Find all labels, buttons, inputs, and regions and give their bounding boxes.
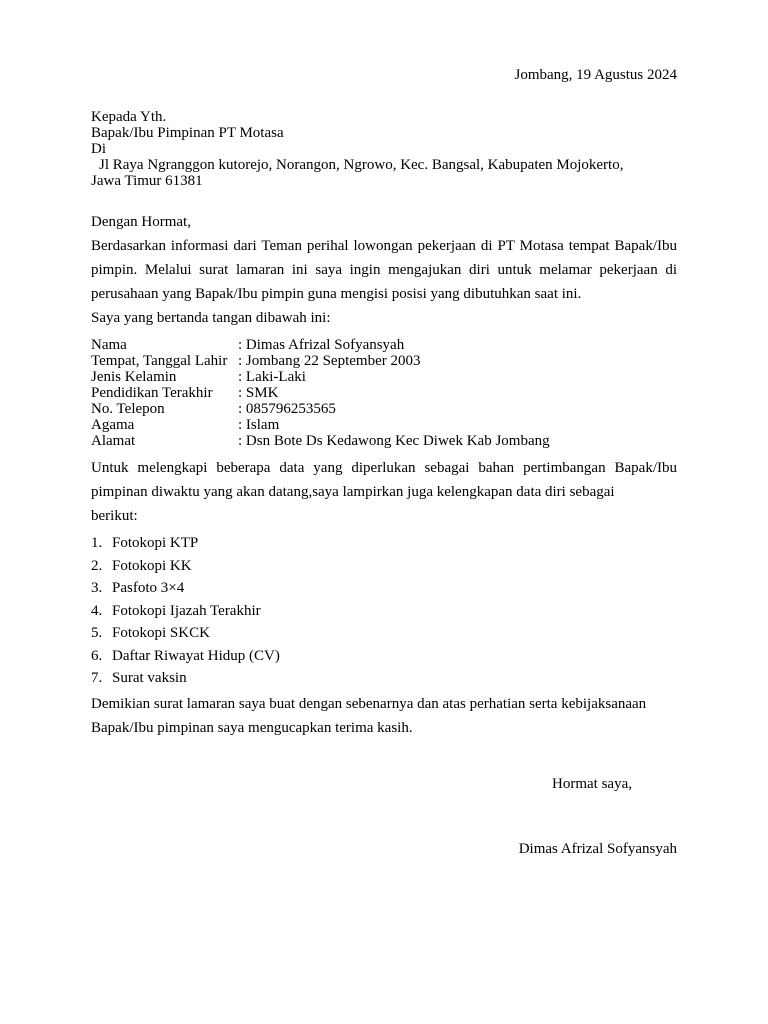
identity-value: : Laki-Laki [238,369,306,385]
identity-label: Nama [91,337,127,353]
list-item-text: Fotokopi KTP [112,535,199,551]
list-item-number: 7. [91,670,103,686]
identity-value: : Jombang 22 September 2003 [238,353,421,369]
recipient-name: Bapak/Ibu Pimpinan PT Motasa [91,125,284,141]
attachments-intro-body: Untuk melengkapi beberapa data yang diperlukan sebagai bahan pertimbangan Bapak/Ibu pimpinan diwaktu yang akan datang,saya lampirkan juga kelengkapan data diri sebagai [91,460,677,500]
closing-paragraph-body: Demikian surat lamaran saya buat dengan sebenarnya dan atas perhatian serta kebijaksanaan [91,696,647,712]
identity-label: Jenis Kelamin [91,369,177,385]
recipient-at: Di [91,141,106,157]
list-item-number: 5. [91,625,103,641]
attachments-intro-paragraph [91,456,677,528]
list-item-number: 1. [91,535,103,551]
list-item-number: 4. [91,602,103,619]
identity-row-gender [91,369,677,385]
list-item [91,645,280,668]
list-item [91,577,280,600]
closing-paragraph [91,692,677,740]
list-item-text: Fotokopi Ijazah Terakhir [112,602,261,619]
recipient-salutation: Kepada Yth. [91,109,167,125]
list-item-text: Fotokopi KK [112,557,192,574]
closing-salutation: Hormat saya, [552,776,632,792]
list-item-text: Surat vaksin [112,670,187,686]
identity-row-phone [91,401,677,417]
identity-row-education [91,385,677,401]
list-item [91,667,280,690]
list-item-text: Fotokopi SKCK [112,625,210,641]
identity-row-religion [91,417,677,433]
identity-value: : Dimas Afrizal Sofyansyah [238,337,405,353]
list-item-text: Pasfoto 3×4 [112,580,185,596]
identity-label: No. Telepon [91,401,165,417]
list-item [91,600,280,623]
identity-row-birth [91,353,677,369]
list-item [91,532,280,555]
identity-label: Alamat [91,433,136,449]
recipient-block [91,109,677,189]
identity-value: : Dsn Bote Ds Kedawong Kec Diwek Kab Jombang [238,433,550,449]
identity-table [91,337,677,449]
place-date: Jombang, 19 Agustus 2024 [514,67,677,83]
identity-value: : SMK [238,385,279,401]
signature-name: Dimas Afrizal Sofyansyah [518,841,677,857]
identity-row-name [91,337,677,353]
list-item-number: 2. [91,557,103,574]
opening-paragraph [91,234,677,330]
list-item-number: 6. [91,647,103,664]
recipient-address-line2: Jawa Timur 61381 [91,173,203,189]
identity-label: Agama [91,417,135,433]
opening-tail: Saya yang bertanda tangan dibawah ini: [91,310,331,326]
list-item-number: 3. [91,580,103,596]
list-item [91,622,280,645]
identity-value: : Islam [238,417,280,433]
recipient-address-line1: Jl Raya Ngranggon kutorejo, Norangon, Ngrowo, Kec. Bangsal, Kabupaten Mojokerto, [99,157,624,173]
identity-label: Tempat, Tanggal Lahir [91,353,228,369]
identity-value: : 085796253565 [238,401,336,417]
identity-row-address [91,433,677,449]
opening-body: Berdasarkan informasi dari Teman perihal lowongan pekerjaan di PT Motasa tempat Bapak/Ibu pimpin. Melalui surat lamaran ini saya ingin mengajukan diri untuk melamar pekerjaan di perusahaan yang Bapak/Ibu pimpin guna mengisi posisi yang dibutuhkan saat ini. [91,238,677,302]
attachments-list [91,532,280,690]
list-item-text: Daftar Riwayat Hidup (CV) [112,647,280,664]
identity-label: Pendidikan Terakhir [91,385,213,401]
greeting: Dengan Hormat, [91,214,191,230]
list-item [91,555,280,578]
attachments-intro-tail: berikut: [91,508,138,524]
closing-paragraph-tail: Bapak/Ibu pimpinan saya mengucapkan terima kasih. [91,720,413,736]
